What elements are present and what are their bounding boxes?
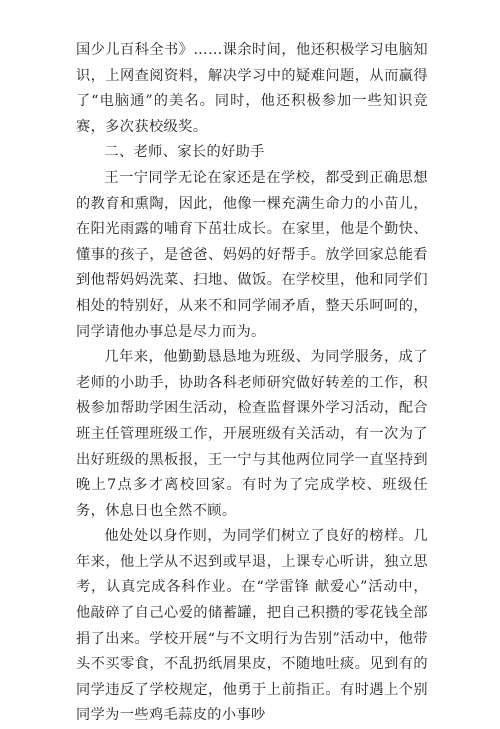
paragraph-p4: 他处处以身作则，为同学们树立了良好的榜样。几年来，他上学从不迟到或早退，上课专心听讲，独立思考，认真完成各科作业。在“学雷锋 献爱心”活动中，他敲碎了自己心爱的储蓄罐，把自己积攒的零花钱全部捐了出来。学校开展“与不文明行为告别”活动中，他带头不买零食，不乱扔纸屑果皮，不随地吐痰。见到有的同学违反了学校规定，他勇于上前指正。有时遇上个别同学为一些鸡毛蒜皮的小事吵 <box>76 528 428 724</box>
section-heading: 二、老师、家长的好助手 <box>104 144 265 161</box>
paragraph-p2: 王一宁同学无论在家还是在学校，都受到正确思想的教育和熏陶，因此，他像一棵充满生命力的小苗儿，在阳光雨露的哺育下茁壮成长。在家里，他是个勤快、懂事的孩子，是爸爸、妈妈的好帮手。放学回家总能看到他帮妈妈洗菜、扫地、做饭。在学校里，他和同学们相处的特别好，从来不和同学闹矛盾，整天乐呵呵的，同学请他办事总是尽力而为。 <box>76 169 428 340</box>
paragraph-p1: 国少儿百科全书》……课余时间，他还积极学习电脑知识，上网查阅资料，解决学习中的疑难问题，从而赢得了“电脑通”的美名。同时，他还积极参加一些知识竞赛，多次获校级奖。 <box>76 42 428 135</box>
document-page <box>76 38 428 729</box>
paragraph-p3: 几年来，他勤勤恳恳地为班级、为同学服务，成了老师的小助手，协助各科老师研究做好转差的工作，积极参加帮助学困生活动，检查监督课外学习活动，配合班主任管理班级工作，开展班级有关活动，有一次为了出好班级的黑板报，王一宁与其他两位同学一直坚持到晚上7点多才离校回家。有时为了完成学校、班级任务，休息日也全然不顾。 <box>76 349 428 519</box>
